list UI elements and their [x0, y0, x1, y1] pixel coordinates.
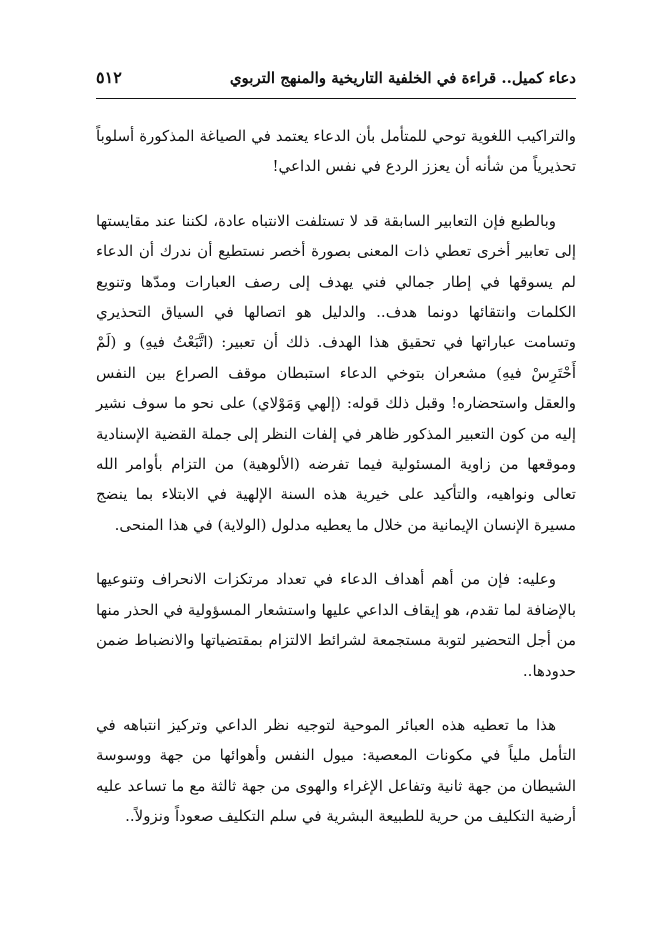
paragraph-1: والتراكيب اللغوية توحي للمتأمل بأن الدعاء يعتمد في الصياغة المذكورة أسلوباً تحذيرياً من شأنه أن يعزز الردع في نفس الداعي!	[96, 127, 576, 176]
paragraph-4: هذا ما تعطيه هذه العبائر الموحية لتوجيه نظر الداعي وتركيز انتباهه في التأمل ملياً في مكونات المعصية: ميول النفس وأهوائها من جهة ووسوسة الشيطان من جهة ثانية وتفاعل الإغراء والهوى من جهة ثالثة مع ما تساعد عليه أرضية التكليف من حرية للطبيعة البشرية في سلم التكليف صعوداً ونزولاً..	[96, 715, 576, 826]
paragraph-2: وبالطبع فإن التعابير السابقة قد لا تستلفت الانتباه عادة، لكننا عند مقايستها إلى تعابير أخرى تعطي ذات المعنى بصورة أخصر نستطيع أن ندرك أن الدعاء لم يسوقها في إطار جمالي فني يهدف إلى رصف العبارات ومدّها وتنويع الكلمات وانتقائها دونما هدف.. والدليل هو اتصالها في السياق التحذيري وتسامت عباراتها في تحقيق هذا الهدف. ذلك أن تعبير: (اتَّبَعْتُ فيهِ) و (لَمْ أَحْتَرِسْ فيهِ) مشعران بتوخي الدعاء استبطان موقف الصراع بين النفس والعقل واستحضاره! وقبل ذلك قوله: (إلهي وَمَوْلاي) على نحو ما سوف نشير إليه من كون التعبير المذكور ظاهر في إلفات النظر إلى جملة القضية الإسنادية وموقعها من زاوية المسئولية فيما تفرضه (الألوهية) من التزام بأوامر الله تعالى ونواهيه، والتأكيد على خيرية هذه السنة الإلهية في الابتلاء بما ينضج مسيرة الإنسان الإيمانية من خلال ما يعطيه مدلول (الولاية) في هذا المنحى.	[96, 211, 576, 534]
body-text	[96, 121, 576, 832]
page-number: ٥١٢	[96, 68, 122, 87]
running-header	[96, 68, 576, 94]
header-divider	[96, 98, 576, 99]
paragraph-3: وعليه: فإن من أهم أهداف الدعاء في تعداد مرتكزات الانحراف وتنوعيها بالإضافة لما تقدم، هو إيقاف الداعي عليها واستشعار المسؤولية في الحذر منها من أجل التحضير لتوبة مستجمعة لشرائط الالتزام بمقتضياتها والانضباط ضمن حدودها..	[96, 570, 576, 680]
running-header-title: دعاء كميل.. قراءة في الخلفية التاريخية والمنهج التربوي	[229, 69, 576, 87]
